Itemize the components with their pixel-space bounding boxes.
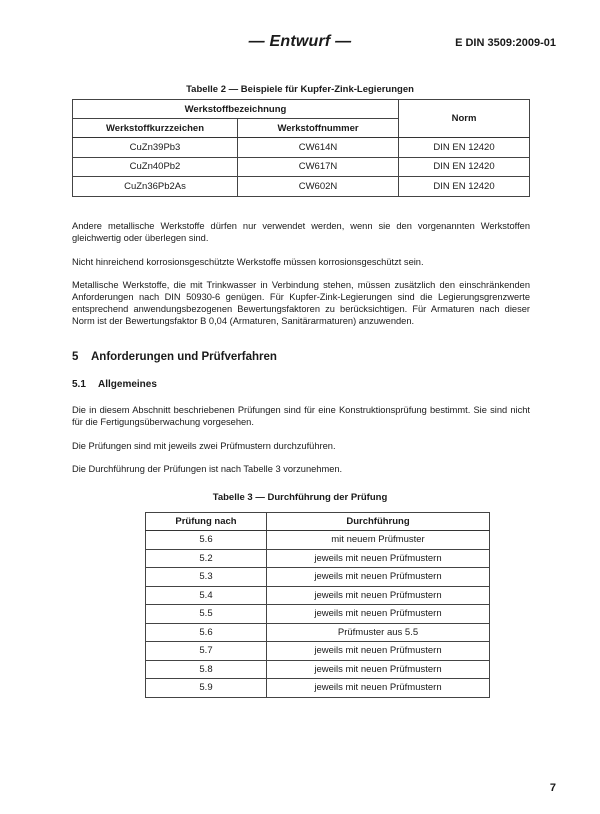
paragraph: Die Durchführung der Prüfungen ist nach Tabelle 3 vorzunehmen. xyxy=(72,464,343,474)
table-row xyxy=(146,531,490,550)
table-cell: jeweils mit neuen Prüfmustern xyxy=(267,642,490,661)
draft-title: — Entwurf — xyxy=(248,33,352,50)
table-cell: 5.6 xyxy=(146,531,267,550)
table-row xyxy=(146,679,490,698)
table-row xyxy=(146,642,490,661)
table-cell: CW614N xyxy=(238,138,399,158)
table-cell: CuZn39Pb3 xyxy=(73,138,238,158)
table-cell: CW617N xyxy=(238,157,399,177)
table3-test-procedure xyxy=(145,512,490,698)
table-cell: jeweils mit neuen Prüfmustern xyxy=(267,549,490,568)
table-cell: jeweils mit neuen Prüfmustern xyxy=(267,568,490,587)
table-cell: 5.2 xyxy=(146,549,267,568)
table3-caption: Tabelle 3 — Durchführung der Prüfung xyxy=(212,492,388,503)
table-cell: 5.6 xyxy=(146,623,267,642)
paragraph: Andere metallische Werkstoffe dürfen nur verwendet werden, wenn sie den vorgenannten Werkstoffen gleichwertig oder überlegen sind. xyxy=(72,221,530,243)
paragraph: Die in diesem Abschnitt beschriebenen Prüfungen sind für eine Konstruktionsprüfung bestimmt. Sie sind nicht für die Fertigungsüberwachung vorgesehen. xyxy=(72,405,530,427)
table-cell: 5.7 xyxy=(146,642,267,661)
table-row xyxy=(73,157,530,177)
table-cell: jeweils mit neuen Prüfmustern xyxy=(267,605,490,624)
table-cell: 5.4 xyxy=(146,586,267,605)
table-cell: DIN EN 12420 xyxy=(399,177,530,197)
paragraph: Nicht hinreichend korrosionsgeschützte Werkstoffe müssen korrosionsgeschützt sein. xyxy=(72,257,424,267)
table-row xyxy=(146,568,490,587)
table-cell: jeweils mit neuen Prüfmustern xyxy=(267,679,490,698)
table-cell: mit neuem Prüfmuster xyxy=(267,531,490,550)
table-cell: 5.5 xyxy=(146,605,267,624)
table-cell: Prüfmuster aus 5.5 xyxy=(267,623,490,642)
table-row xyxy=(73,138,530,158)
section-number: 5 xyxy=(72,351,79,363)
subsection-heading xyxy=(72,379,157,390)
table-cell: 5.9 xyxy=(146,679,267,698)
table-cell: CuZn36Pb2As xyxy=(73,177,238,197)
section-heading xyxy=(72,351,277,363)
table-cell: jeweils mit neuen Prüfmustern xyxy=(267,586,490,605)
page-number: 7 xyxy=(549,782,556,794)
table2-col-norm: Norm xyxy=(399,100,530,138)
document-id: E DIN 3509:2009-01 xyxy=(455,37,556,49)
subsection-title: Allgemeines xyxy=(98,379,157,390)
table-row xyxy=(146,586,490,605)
paragraph: Die Prüfungen sind mit jeweils zwei Prüfmustern durchzuführen. xyxy=(72,441,336,451)
table2-copper-zinc-alloys xyxy=(72,99,530,197)
table-cell: 5.3 xyxy=(146,568,267,587)
table-cell: CW602N xyxy=(238,177,399,197)
table-row xyxy=(73,177,530,197)
table-cell: CuZn40Pb2 xyxy=(73,157,238,177)
table3-col-durchfuehrung: Durchführung xyxy=(267,513,490,531)
table-row xyxy=(146,623,490,642)
table2-col-nummer: Werkstoffnummer xyxy=(238,119,399,138)
table-cell: 5.8 xyxy=(146,660,267,679)
table-cell: DIN EN 12420 xyxy=(399,157,530,177)
table-row xyxy=(146,660,490,679)
table2-group-header: Werkstoffbezeichnung xyxy=(73,100,399,119)
table-cell: jeweils mit neuen Prüfmustern xyxy=(267,660,490,679)
paragraph: Metallische Werkstoffe, die mit Trinkwasser in Verbindung stehen, müssen zusätzlich den einschränkenden Anforderungen nach DIN 50930-6 genügen. Für Kupfer-Zink-Legierungen sind die Legierungsgrenzwerte entsprechend anwendungsbezogenen Bewertungsfaktoren zu berücksichtigen. Für Armaturen nach dieser Norm ist der Bewertungsfaktor B 0,04 (Armaturen, Sanitärarmaturen) anzuwenden. xyxy=(72,280,530,326)
table-row xyxy=(146,605,490,624)
table-row xyxy=(146,549,490,568)
table-cell: DIN EN 12420 xyxy=(399,138,530,158)
table2-col-kurzzeichen: Werkstoffkurzzeichen xyxy=(73,119,238,138)
subsection-number: 5.1 xyxy=(72,379,86,390)
section-title: Anforderungen und Prüfverfahren xyxy=(91,351,277,363)
table2-caption: Tabelle 2 — Beispiele für Kupfer-Zink-Legierungen xyxy=(186,84,414,95)
table3-col-pruefung: Prüfung nach xyxy=(146,513,267,531)
